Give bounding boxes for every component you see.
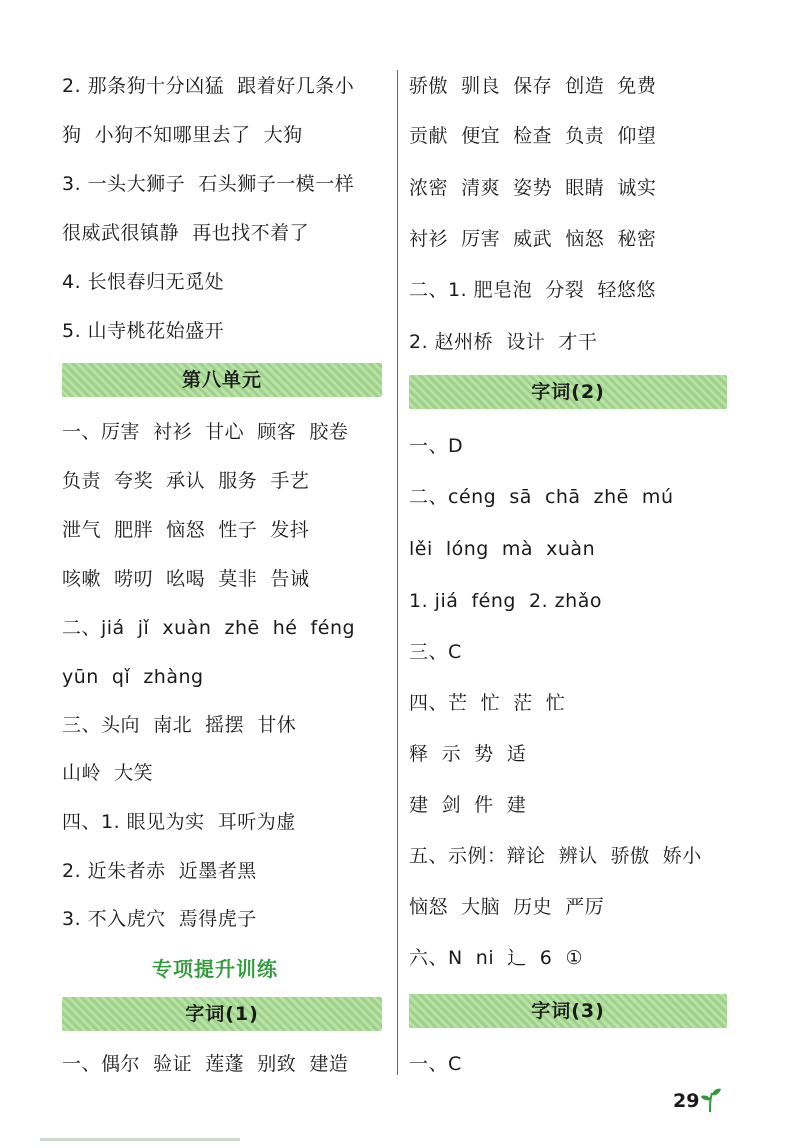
text-line: 二、céng sā chā zhē mú <box>409 486 674 508</box>
text-line: 建 剑 件 建 <box>409 794 527 816</box>
text-line: 二、jiá jǐ xuàn zhē hé féng <box>62 617 356 639</box>
section-banner <box>62 997 382 1031</box>
text-line: 2. 那条狗十分凶猛 跟着好几条小 <box>62 75 355 97</box>
section-banner-title: 字词(3) <box>531 1000 605 1022</box>
footer-bar <box>40 1138 240 1141</box>
text-line: 狗 小狗不知哪里去了 大狗 <box>62 124 303 146</box>
section-title: 专项提升训练 <box>152 957 278 981</box>
text-line: 浓密 清爽 姿势 眼睛 诚实 <box>409 177 657 199</box>
section-banner <box>409 994 727 1028</box>
text-line: 衬衫 厉害 威武 恼怒 秘密 <box>409 228 657 250</box>
unit-banner <box>62 363 382 397</box>
text-line: 一、厉害 衬衫 甘心 顾客 胶卷 <box>62 421 349 443</box>
text-line: 咳嗽 唠叨 吆喝 莫非 告诫 <box>62 568 310 590</box>
text-line: 恼怒 大脑 历史 严厉 <box>409 896 605 918</box>
text-line: 六、N ni 辶 6 ① <box>409 947 583 969</box>
sprout-icon <box>700 1087 722 1113</box>
text-line: 很威武很镇静 再也找不着了 <box>62 222 310 244</box>
unit-banner-title: 第八单元 <box>181 369 262 391</box>
text-line: 一、D <box>409 435 464 457</box>
text-line: 3. 不入虎穴 焉得虎子 <box>62 908 257 930</box>
text-line: 释 示 势 适 <box>409 743 527 765</box>
text-line: 负责 夸奖 承认 服务 手艺 <box>62 470 310 492</box>
text-line: 3. 一头大狮子 石头狮子一模一样 <box>62 173 355 195</box>
text-line: 2. 近朱者赤 近墨者黑 <box>62 860 257 882</box>
text-line: 2. 赵州桥 设计 才干 <box>409 331 598 353</box>
text-line: 四、1. 眼见为实 耳听为虚 <box>62 811 296 833</box>
text-line: 一、C <box>409 1053 462 1075</box>
page-number: 29 <box>673 1090 700 1112</box>
text-line: 二、1. 肥皂泡 分裂 轻悠悠 <box>409 279 656 301</box>
text-line: 三、C <box>409 641 462 663</box>
text-line: 4. 长恨春归无觅处 <box>62 271 225 293</box>
text-line: 三、头向 南北 摇摆 甘休 <box>62 714 297 736</box>
text-line: yūn qǐ zhàng <box>62 666 204 688</box>
text-line: 1. jiá féng 2. zhǎo <box>409 590 602 612</box>
column-divider <box>397 70 398 1075</box>
text-line: 五、示例：辩论 辨认 骄傲 娇小 <box>409 845 702 867</box>
text-line: 泄气 肥胖 恼怒 性子 发抖 <box>62 519 310 541</box>
text-line: 5. 山寺桃花始盛开 <box>62 320 225 342</box>
text-line: 山岭 大笑 <box>62 762 154 784</box>
text-line: 骄傲 驯良 保存 创造 免费 <box>409 75 657 97</box>
text-line: 贡献 便宜 检查 负责 仰望 <box>409 125 657 147</box>
section-banner <box>409 375 727 409</box>
section-banner-title: 字词(1) <box>185 1003 259 1025</box>
section-banner-title: 字词(2) <box>531 381 605 403</box>
text-line: lěi lóng mà xuàn <box>409 538 596 560</box>
text-line: 一、偶尔 验证 莲蓬 别致 建造 <box>62 1053 349 1075</box>
text-line: 四、芒 忙 茫 忙 <box>409 692 566 714</box>
